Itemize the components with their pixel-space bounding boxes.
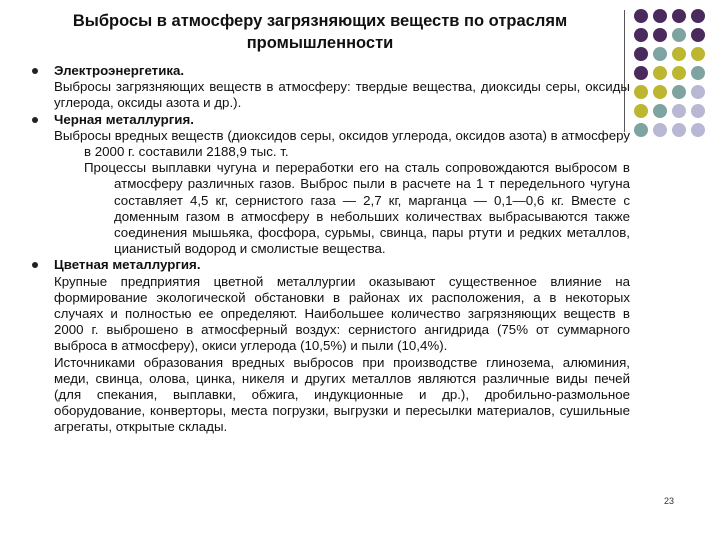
slide-title-line-1: Выбросы в атмосферу загрязняющих веществ по отраслям [72, 12, 568, 30]
decorative-dot [691, 123, 705, 137]
bullet-energy [32, 63, 630, 79]
bullet-dot-icon [32, 117, 38, 123]
bullet-dot-icon [32, 68, 38, 74]
decorative-dot-grid [634, 9, 710, 142]
decorative-dot [691, 28, 705, 42]
decorative-dot [653, 28, 667, 42]
decorative-dot [691, 66, 705, 80]
decorative-dot [653, 104, 667, 118]
decorative-dot [672, 9, 686, 23]
decorative-dot [634, 123, 648, 137]
ferrous-paragraph-2: Процессы выплавки чугуна и переработки его на сталь сопровождаются выбросом в атмосферу различных газов. Выброс пыли в расчете на 1 т передельного чугуна составляет 4,5 кг, сернистого газа — 2,7 кг, марганца — 0,1—0,6 кг. Вместе с доменным газом в атмосферу в небольших количествах выбрасываются также соединения мышьяка, фосфора, сурьмы, свинца, пары ртути и редких металлов, цианистый водород и смолистые вещества. [84, 160, 630, 257]
energy-text: Выбросы загрязняющих веществ в атмосферу: твердые вещества, диоксиды серы, оксиды углерода, оксиды азота и др.). [54, 79, 630, 111]
decorative-dot [653, 66, 667, 80]
decorative-dot [691, 104, 705, 118]
decorative-dot [672, 28, 686, 42]
page-number: 23 [664, 496, 675, 506]
decorative-dot [672, 66, 686, 80]
slide-title [40, 10, 600, 54]
decorative-dot [691, 9, 705, 23]
slide-body [32, 63, 630, 436]
decorative-dot [653, 9, 667, 23]
decorative-dot [672, 123, 686, 137]
nonferrous-heading: Цветная металлургия. [54, 257, 201, 273]
bullet-nonferrous [32, 257, 630, 273]
decorative-dot [653, 123, 667, 137]
decorative-dot [634, 104, 648, 118]
decorative-dot [634, 66, 648, 80]
nonferrous-paragraph-1: Крупные предприятия цветной металлургии оказывают существенное влияние на формирование экологической обстановки в районах их расположения, а в некоторых случаях и полностью ее определяют. Наибольшее количество загрязняющих веществ в 2000 г. выброшено в атмосферный воздух: сернистого ангидрида (75% от суммарного выброса в атмосферу), окиси углерода (10,5%) и пыли (10,4%). [54, 273, 630, 354]
ferrous-paragraph-1: Выбросы вредных веществ (диоксидов серы, оксидов углерода, оксидов азота) в атмосферу в 2000 г. составили 2188,9 тыс. т. [54, 127, 630, 160]
decorative-dot [691, 47, 705, 61]
bullet-ferrous [32, 112, 630, 128]
decorative-dot [634, 9, 648, 23]
ferrous-heading: Черная металлургия. [54, 111, 194, 127]
slide-title-line-2: промышленности [246, 34, 394, 52]
decorative-dot [653, 47, 667, 61]
decorative-dot [672, 47, 686, 61]
decorative-dot [653, 85, 667, 99]
decorative-dot [691, 85, 705, 99]
energy-heading: Электроэнергетика. [54, 63, 185, 78]
bullet-dot-icon [32, 262, 38, 268]
nonferrous-paragraph-2: Источниками образования вредных выбросов при производстве глинозема, алюминия, меди, свинца, олова, цинка, никеля и других металлов являются различные виды печей (для спекания, выплавки, обжига, индукционные и др.), дробильно-размольное оборудование, конверторы, места погрузки, выгрузки и пересылки материалов, сушильные агрегаты, открытые склады. [54, 354, 630, 435]
decorative-dot [672, 104, 686, 118]
decorative-dot [634, 85, 648, 99]
decorative-dot [634, 47, 648, 61]
decorative-dot [634, 28, 648, 42]
decorative-dot [672, 85, 686, 99]
